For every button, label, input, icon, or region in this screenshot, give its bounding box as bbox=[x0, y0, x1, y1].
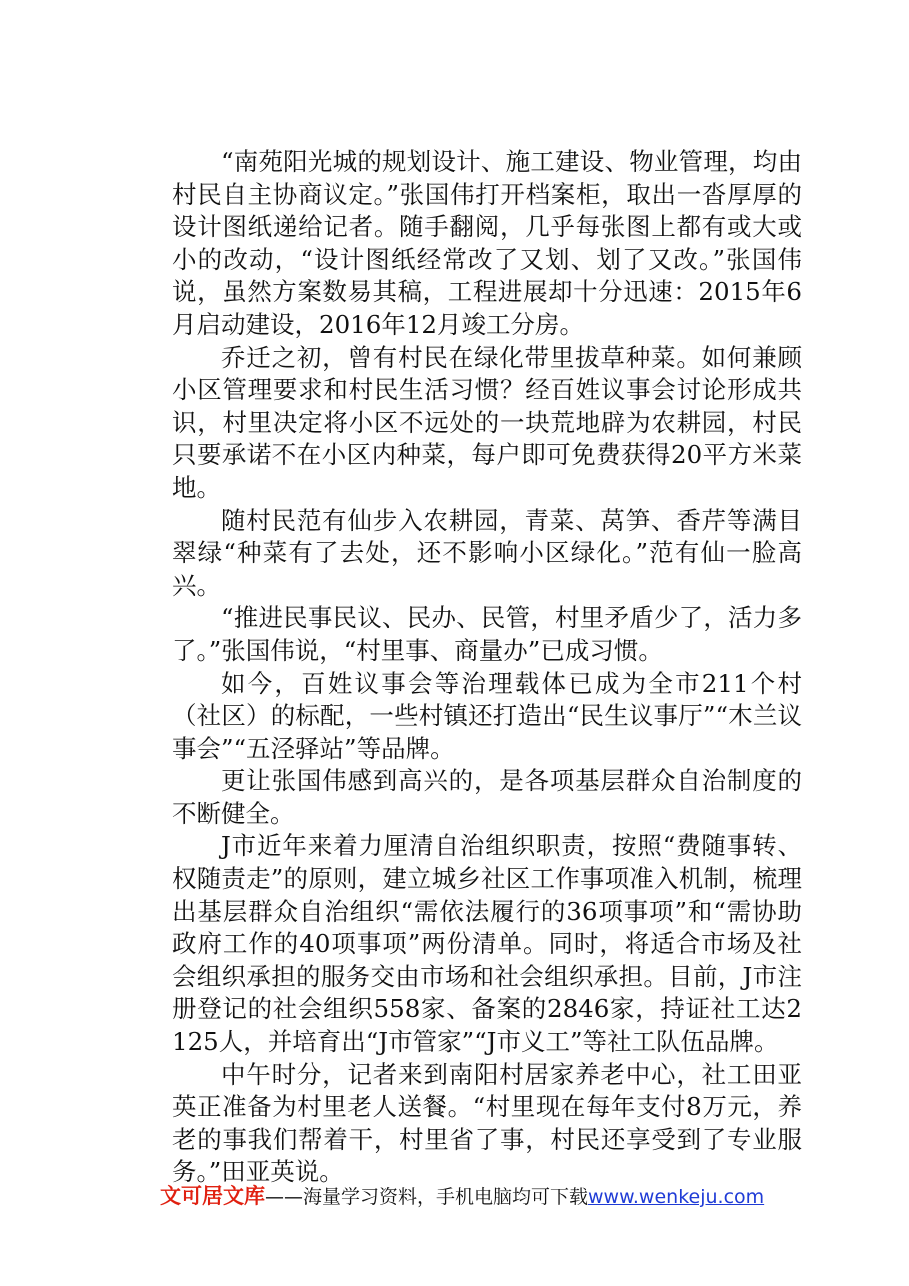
footer-tagline: 海量学习资料，手机电脑均可下载 bbox=[303, 1186, 589, 1208]
footer-dash: —— bbox=[265, 1186, 303, 1208]
article-body bbox=[172, 146, 802, 1189]
paragraph: 乔迁之初，曾有村民在绿化带里拔草种菜。如何兼顾小区管理要求和村民生活习惯？经百姓议事会讨论形成共识，村里决定将小区不远处的一块荒地辟为农耕园，村民只要承诺不在小区内种菜，每户即可免费获得20平方米菜地。 bbox=[172, 342, 802, 502]
paragraph: 如今，百姓议事会等治理载体已成为全市211个村（社区）的标配，一些村镇还打造出“民生议事厅”“木兰议事会”“五泾驿站”等品牌。 bbox=[172, 668, 802, 763]
paragraph: 更让张国伟感到高兴的，是各项基层群众自治制度的不断健全。 bbox=[172, 766, 802, 828]
paragraph: 中午时分，记者来到南阳村居家养老中心，社工田亚英正准备为村里老人送餐。“村里现在每年支付8万元，养老的事我们帮着干，村里省了事，村民还享受到了专业服务。”田亚英说。 bbox=[172, 1059, 802, 1187]
footer-link[interactable]: www.wenkeju.com bbox=[588, 1186, 765, 1208]
paragraph: “南苑阳光城的规划设计、施工建设、物业管理，均由村民自主协商议定。”张国伟打开档案柜，取出一沓厚厚的设计图纸递给记者。随手翻阅，几乎每张图上都有或大或小的改动，“设计图纸经常改了又划、划了又改。”张国伟说，虽然方案数易其稿，工程进展却十分迅速：2015年6月启动建设，2016年12月竣工分房。 bbox=[172, 147, 802, 339]
footer-brand: 文可居文库 bbox=[160, 1184, 265, 1208]
paragraph: “推进民事民议、民办、民管，村里矛盾少了，活力多了。”张国伟说，“村里事、商量办”已成习惯。 bbox=[172, 603, 802, 665]
paragraph: J市近年来着力厘清自治组织职责，按照“费随事转、权随责走”的原则，建立城乡社区工作事项准入机制，梳理出基层群众自治组织“需依法履行的36项事项”和“需协助政府工作的40项事项”两份清单。同时，将适合市场及社会组织承担的服务交由市场和社会组织承担。目前，J市注册登记的社会组织558家、备案的2846家，持证社工达2125人，并培育出“J市管家”“J市义工”等社工队伍品牌。 bbox=[172, 831, 802, 1057]
page-footer bbox=[160, 1182, 860, 1211]
paragraph: 随村民范有仙步入农耕园，青菜、莴笋、香芹等满目翠绿“种菜有了去处，还不影响小区绿化。”范有仙一脸高兴。 bbox=[172, 505, 802, 600]
